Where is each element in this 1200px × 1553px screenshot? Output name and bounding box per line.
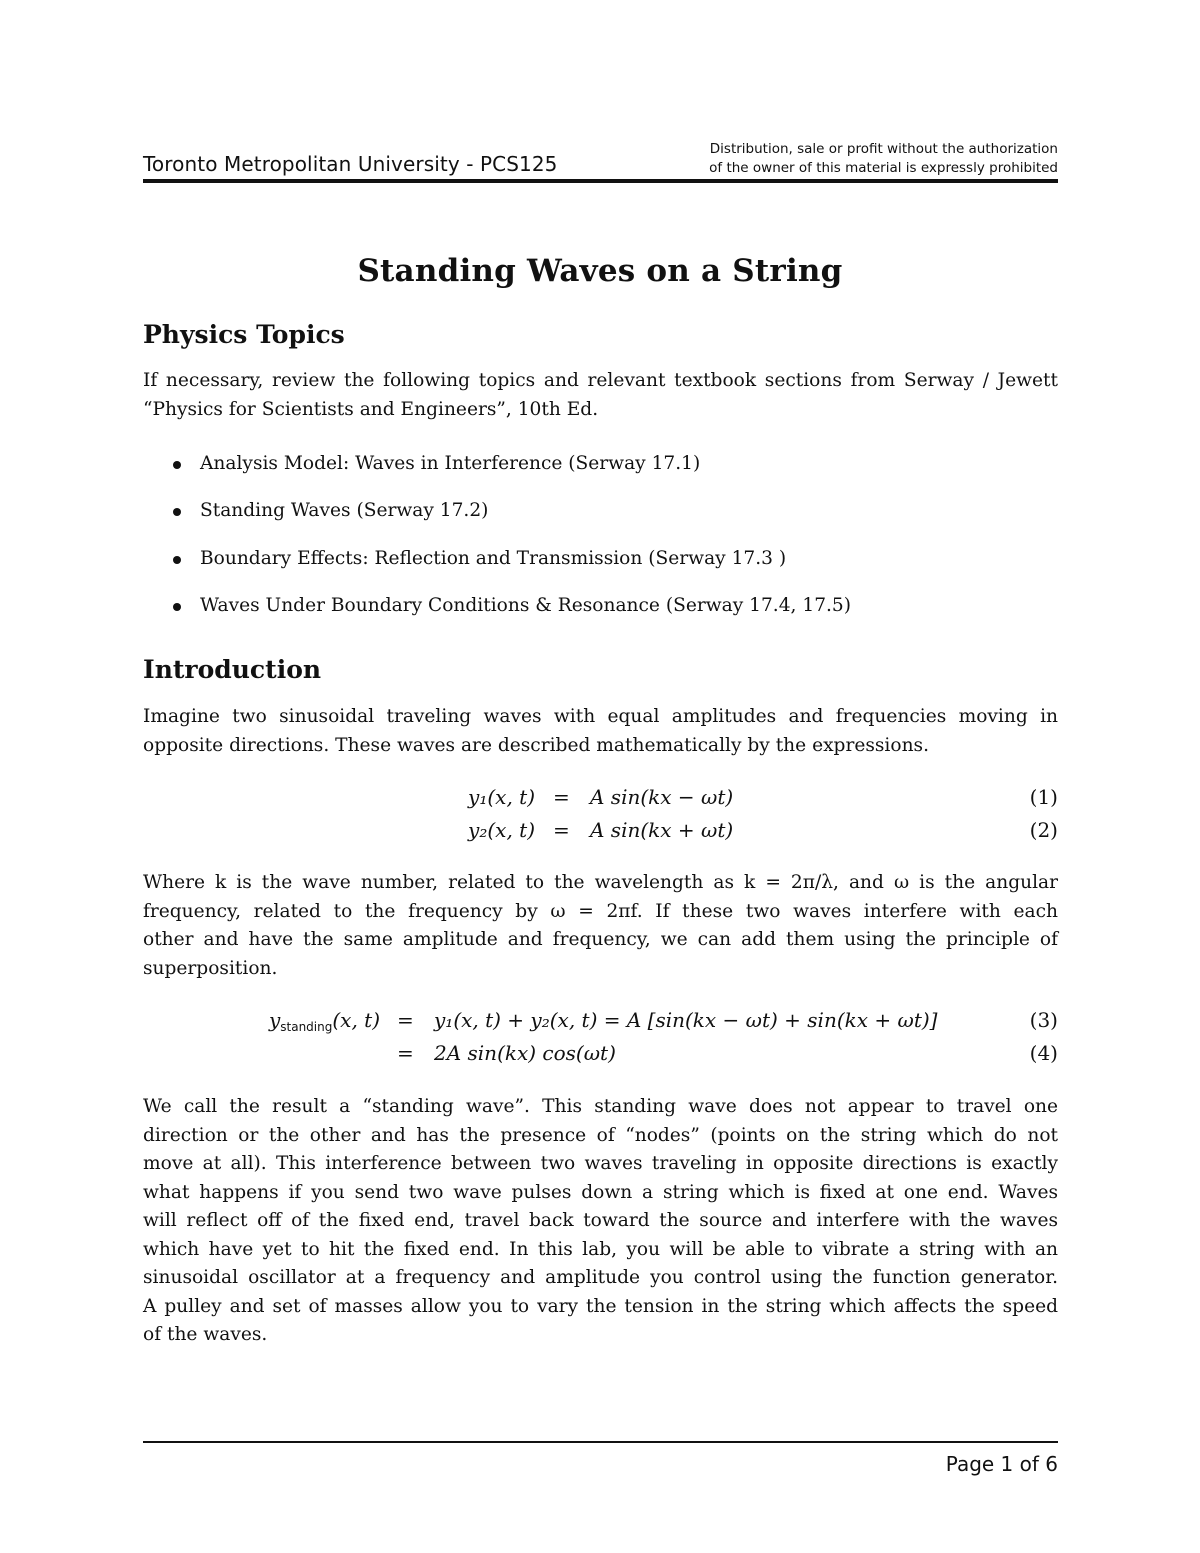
intro-paragraph-2 [143, 869, 1058, 983]
paragraph-line: Where k is the wave number, related to the wavelength as k = 2π/λ, and ω is the angular [143, 872, 1058, 893]
equation-3-number: (3) [1029, 1008, 1058, 1032]
paragraph-line: direction or the other and has the presence of “nodes” (points on the string which do not [143, 1124, 1058, 1146]
paragraph-line: opposite directions. These waves are described mathematically by the expressions. [143, 734, 930, 756]
paragraph-line: which have yet to hit the fixed end. In this lab, you will be able to vibrate a string with an [143, 1238, 1058, 1260]
document-title: Standing Waves on a String [357, 253, 843, 289]
equation-1-lhs: y₁(x, t) [468, 785, 535, 809]
header-course-title: Toronto Metropolitan University - PCS125 [143, 152, 558, 176]
list-item [143, 592, 851, 639]
header-notice-line-2: of the owner of this material is expressly prohibited [709, 160, 1058, 176]
list-item-text: Analysis Model: Waves in Interference (Serway 17.1) [200, 453, 701, 474]
header-copyright-notice [709, 140, 1058, 178]
header-rule [143, 179, 1058, 183]
paragraph-line: what happens if you send two wave pulses down a string which is fixed at one end. Waves [143, 1181, 1058, 1203]
equation-4-number: (4) [1029, 1041, 1058, 1065]
paragraph-line: superposition. [143, 957, 278, 979]
paragraph-line: We call the result a “standing wave”. This standing wave does not appear to travel one [143, 1096, 1058, 1117]
list-item [143, 545, 851, 592]
paragraph-line: A pulley and set of masses allow you to vary the tension in the string which affects the speed [143, 1295, 1058, 1317]
list-item-text: Boundary Effects: Reflection and Transmission (Serway 17.3 ) [200, 547, 787, 569]
physics-topics-intro [143, 367, 1058, 424]
equation-4-rhs: 2A sin(kx) cos(ωt) [434, 1041, 616, 1065]
bullet-icon [173, 461, 181, 469]
equation-1-number: (1) [1029, 785, 1058, 809]
paragraph-line: move at all). This interference between two waves traveling in opposite directions is exactly [143, 1153, 1058, 1174]
section-heading-introduction: Introduction [143, 655, 322, 684]
paragraph-line: If necessary, review the following topics and relevant textbook sections from Serway / Jewett [143, 370, 1058, 391]
equation-3-lhs: $y_{standing}(x$, t) [268, 1008, 380, 1034]
bullet-icon [173, 603, 181, 611]
page-number: Page 1 of 6 [945, 1452, 1058, 1476]
equation-2-rhs: A sin(kx + ωt) [590, 818, 734, 842]
paragraph-line: Imagine two sinusoidal traveling waves with equal amplitudes and frequencies moving in [143, 706, 1058, 727]
intro-paragraph-1 [143, 703, 1058, 760]
paragraph-line: will reflect off of the fixed end, travel back toward the source and interfere with the waves [143, 1210, 1058, 1231]
equation-3-rhs: y₁(x, t) + y₂(x, t) = A [sin(kx − ωt) + sin(kx + ωt)] [434, 1008, 938, 1032]
equation-3-relation: = [397, 1008, 414, 1032]
equation-2-number: (2) [1029, 818, 1058, 842]
intro-paragraph-3 [143, 1093, 1058, 1350]
equation-1-relation: = [553, 785, 570, 809]
equation-1-rhs: A sin(kx − ωt) [590, 785, 734, 809]
paragraph-line: other and have the same amplitude and frequency, we can add them using the principle of [143, 929, 1058, 950]
equation-2-relation: = [553, 818, 570, 842]
bullet-icon [173, 556, 181, 564]
bullet-icon [173, 508, 181, 516]
paragraph-line: sinusoidal oscillator at a frequency and amplitude you control using the function generator. [143, 1267, 1058, 1288]
list-item-text: Standing Waves (Serway 17.2) [200, 500, 489, 522]
section-heading-physics-topics: Physics Topics [143, 320, 345, 349]
topics-list [143, 450, 851, 639]
equation-2-lhs: y₂(x, t) [468, 818, 535, 842]
paragraph-line: frequency, related to the frequency by ω = 2πf. If these two waves interfere with each [143, 900, 1058, 922]
list-item [143, 450, 851, 497]
equation-4-relation: = [397, 1041, 414, 1065]
list-item-text: Waves Under Boundary Conditions & Resonance (Serway 17.4, 17.5) [200, 594, 852, 616]
paragraph-line: “Physics for Scientists and Engineers”, 10th Ed. [143, 398, 599, 420]
footer-rule [143, 1441, 1058, 1443]
header-notice-line-1: Distribution, sale or profit without the authorization [709, 141, 1058, 157]
paragraph-line: of the waves. [143, 1324, 268, 1345]
list-item [143, 497, 851, 544]
